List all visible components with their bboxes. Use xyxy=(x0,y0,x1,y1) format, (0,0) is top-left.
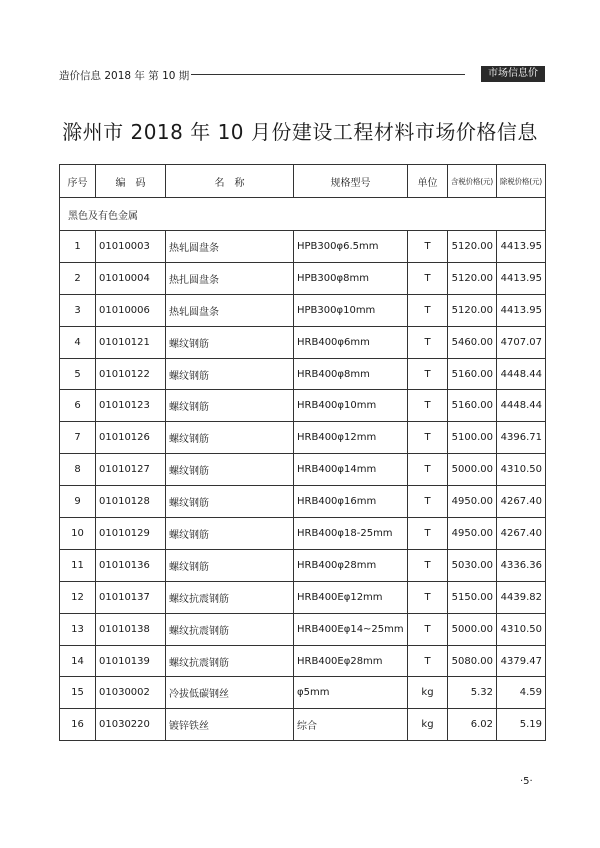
cell-price-notax: 4448.44 xyxy=(497,390,546,422)
cell-index: 15 xyxy=(60,677,96,709)
cell-price-notax: 5.19 xyxy=(497,709,546,741)
cell-code: 01030220 xyxy=(96,709,166,741)
cell-name: 螺纹钢筋 xyxy=(166,390,294,422)
cell-price-notax: 4267.40 xyxy=(497,486,546,518)
col-header-code: 编 码 xyxy=(96,165,166,198)
col-header-index: 序号 xyxy=(60,165,96,198)
cell-index: 16 xyxy=(60,709,96,741)
header-rule xyxy=(191,74,465,75)
cell-price-tax: 5000.00 xyxy=(448,454,497,486)
cell-price-tax: 5160.00 xyxy=(448,358,497,390)
table-row xyxy=(60,294,546,326)
cell-spec: HRB400φ18-25mm xyxy=(294,518,408,550)
cell-index: 10 xyxy=(60,518,96,550)
cell-price-tax: 5460.00 xyxy=(448,326,497,358)
cell-unit: kg xyxy=(408,709,448,741)
cell-price-notax: 4439.82 xyxy=(497,581,546,613)
cell-spec: HRB400φ8mm xyxy=(294,358,408,390)
cell-spec: HRB400φ14mm xyxy=(294,454,408,486)
cell-unit: T xyxy=(408,326,448,358)
table-row xyxy=(60,645,546,677)
cell-code: 01010006 xyxy=(96,294,166,326)
cell-index: 7 xyxy=(60,422,96,454)
cell-unit: T xyxy=(408,581,448,613)
cell-unit: T xyxy=(408,549,448,581)
cell-spec: HRB400Eφ28mm xyxy=(294,645,408,677)
cell-price-tax: 5030.00 xyxy=(448,549,497,581)
cell-unit: kg xyxy=(408,677,448,709)
cell-code: 01010122 xyxy=(96,358,166,390)
cell-unit: T xyxy=(408,390,448,422)
table-row xyxy=(60,390,546,422)
cell-index: 9 xyxy=(60,486,96,518)
cell-index: 1 xyxy=(60,231,96,263)
cell-spec: 综合 xyxy=(294,709,408,741)
cell-index: 4 xyxy=(60,326,96,358)
cell-name: 热轧圆盘条 xyxy=(166,294,294,326)
section-badge: 市场信息价 xyxy=(481,66,545,82)
cell-price-notax: 4.59 xyxy=(497,677,546,709)
table-row xyxy=(60,518,546,550)
cell-code: 01010127 xyxy=(96,454,166,486)
cell-price-tax: 5120.00 xyxy=(448,231,497,263)
cell-unit: T xyxy=(408,422,448,454)
cell-price-notax: 4336.36 xyxy=(497,549,546,581)
cell-price-tax: 5080.00 xyxy=(448,645,497,677)
cell-spec: φ5mm xyxy=(294,677,408,709)
cell-unit: T xyxy=(408,518,448,550)
cell-price-tax: 5160.00 xyxy=(448,390,497,422)
cell-spec: HRB400φ6mm xyxy=(294,326,408,358)
cell-unit: T xyxy=(408,358,448,390)
price-table xyxy=(59,164,546,741)
cell-unit: T xyxy=(408,294,448,326)
table-row xyxy=(60,262,546,294)
cell-name: 镀锌铁丝 xyxy=(166,709,294,741)
cell-code: 01010139 xyxy=(96,645,166,677)
col-header-price-tax: 含税价格(元) xyxy=(448,165,497,198)
cell-spec: HRB400Eφ14~25mm xyxy=(294,613,408,645)
cell-code: 01010128 xyxy=(96,486,166,518)
cell-price-notax: 4267.40 xyxy=(497,518,546,550)
section-title: 黑色及有色金属 xyxy=(60,198,546,231)
cell-name: 螺纹钢筋 xyxy=(166,518,294,550)
cell-price-tax: 6.02 xyxy=(448,709,497,741)
cell-unit: T xyxy=(408,486,448,518)
cell-price-notax: 4379.47 xyxy=(497,645,546,677)
cell-name: 螺纹抗震钢筋 xyxy=(166,613,294,645)
cell-price-tax: 4950.00 xyxy=(448,486,497,518)
cell-code: 01010121 xyxy=(96,326,166,358)
page-header xyxy=(59,66,545,84)
cell-price-notax: 4310.50 xyxy=(497,613,546,645)
cell-code: 01010004 xyxy=(96,262,166,294)
cell-price-tax: 5.32 xyxy=(448,677,497,709)
cell-spec: HRB400Eφ12mm xyxy=(294,581,408,613)
cell-price-notax: 4413.95 xyxy=(497,231,546,263)
cell-code: 01010136 xyxy=(96,549,166,581)
col-header-price-notax: 除税价格(元) xyxy=(497,165,546,198)
cell-name: 螺纹抗震钢筋 xyxy=(166,645,294,677)
cell-name: 螺纹钢筋 xyxy=(166,358,294,390)
cell-price-tax: 4950.00 xyxy=(448,518,497,550)
table-row xyxy=(60,454,546,486)
cell-code: 01010126 xyxy=(96,422,166,454)
cell-index: 8 xyxy=(60,454,96,486)
cell-name: 螺纹抗震钢筋 xyxy=(166,581,294,613)
page-title: 滁州市 2018 年 10 月份建设工程材料市场价格信息 xyxy=(62,120,538,144)
cell-price-tax: 5100.00 xyxy=(448,422,497,454)
cell-spec: HPB300φ10mm xyxy=(294,294,408,326)
cell-name: 热轧圆盘条 xyxy=(166,231,294,263)
cell-code: 01010123 xyxy=(96,390,166,422)
cell-index: 12 xyxy=(60,581,96,613)
cell-name: 热扎圆盘条 xyxy=(166,262,294,294)
col-header-name: 名 称 xyxy=(166,165,294,198)
cell-code: 01030002 xyxy=(96,677,166,709)
cell-index: 14 xyxy=(60,645,96,677)
cell-name: 螺纹钢筋 xyxy=(166,422,294,454)
cell-price-tax: 5120.00 xyxy=(448,262,497,294)
cell-name: 冷拔低碳钢丝 xyxy=(166,677,294,709)
cell-index: 5 xyxy=(60,358,96,390)
cell-unit: T xyxy=(408,454,448,486)
cell-spec: HRB400φ12mm xyxy=(294,422,408,454)
page-number: ·5· xyxy=(520,776,533,787)
cell-name: 螺纹钢筋 xyxy=(166,549,294,581)
cell-price-notax: 4413.95 xyxy=(497,294,546,326)
cell-name: 螺纹钢筋 xyxy=(166,454,294,486)
col-header-unit: 单位 xyxy=(408,165,448,198)
cell-index: 2 xyxy=(60,262,96,294)
cell-unit: T xyxy=(408,613,448,645)
cell-index: 6 xyxy=(60,390,96,422)
cell-price-notax: 4413.95 xyxy=(497,262,546,294)
cell-price-notax: 4310.50 xyxy=(497,454,546,486)
table-row xyxy=(60,549,546,581)
table-row xyxy=(60,613,546,645)
cell-unit: T xyxy=(408,262,448,294)
cell-index: 13 xyxy=(60,613,96,645)
cell-code: 01010129 xyxy=(96,518,166,550)
col-header-spec: 规格型号 xyxy=(294,165,408,198)
cell-spec: HPB300φ8mm xyxy=(294,262,408,294)
cell-price-tax: 5000.00 xyxy=(448,613,497,645)
table-row xyxy=(60,231,546,263)
table-row xyxy=(60,486,546,518)
cell-unit: T xyxy=(408,231,448,263)
table-row xyxy=(60,326,546,358)
cell-price-notax: 4448.44 xyxy=(497,358,546,390)
section-row xyxy=(60,198,546,231)
table-row xyxy=(60,581,546,613)
cell-price-notax: 4707.07 xyxy=(497,326,546,358)
cell-name: 螺纹钢筋 xyxy=(166,486,294,518)
table-row xyxy=(60,358,546,390)
table-row xyxy=(60,677,546,709)
cell-code: 01010003 xyxy=(96,231,166,263)
cell-name: 螺纹钢筋 xyxy=(166,326,294,358)
cell-code: 01010137 xyxy=(96,581,166,613)
cell-spec: HPB300φ6.5mm xyxy=(294,231,408,263)
cell-spec: HRB400φ28mm xyxy=(294,549,408,581)
issue-label: 造价信息 2018 年 第 10 期 xyxy=(59,70,190,82)
table-row xyxy=(60,422,546,454)
cell-price-notax: 4396.71 xyxy=(497,422,546,454)
cell-code: 01010138 xyxy=(96,613,166,645)
cell-index: 11 xyxy=(60,549,96,581)
cell-price-tax: 5150.00 xyxy=(448,581,497,613)
table-row xyxy=(60,709,546,741)
cell-price-tax: 5120.00 xyxy=(448,294,497,326)
cell-spec: HRB400φ16mm xyxy=(294,486,408,518)
cell-index: 3 xyxy=(60,294,96,326)
cell-spec: HRB400φ10mm xyxy=(294,390,408,422)
table-header-row xyxy=(60,165,546,198)
cell-unit: T xyxy=(408,645,448,677)
